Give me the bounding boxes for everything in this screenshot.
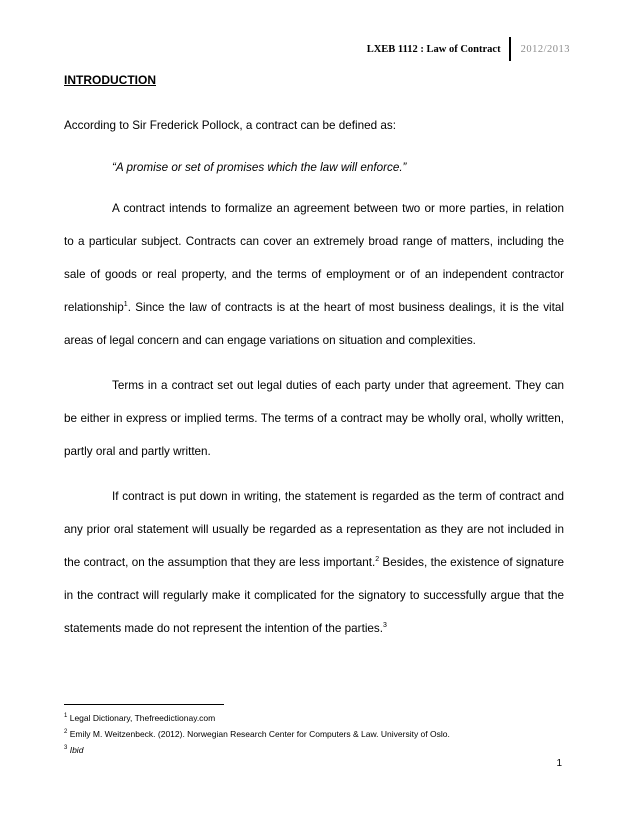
footnote-ref-3[interactable]: 3: [383, 622, 387, 630]
paragraph-1-text-a: A contract intends to formalize an agreement between two or more parties, in relation to a particular subject. Contracts can cover an extremely broad range of matters, including the sale of goods or real property, and the terms of employment or of an independent contractor relationship: [64, 202, 564, 314]
footnote-ref-2[interactable]: 2: [375, 556, 380, 564]
footnote-2-text: Emily M. Weitzenbeck. (2012). Norwegian Research Center for Computers & Law. University of Oslo.: [69, 729, 450, 739]
document-body: [64, 73, 564, 645]
paragraph-3-text-a: If contract is put down in writing, the statement is regarded as the term of contract and any prior oral statement will usually be regarded as a representation as they are not included in the contract, on the assumption that they are less important.: [64, 490, 564, 569]
footnotes: [64, 710, 450, 758]
footnote-1-number: 1: [64, 713, 68, 720]
paragraph-3-text-b: Besides, the existence of signature in the contract will regularly make it complicated for the signatory to successfully argue that the statements made do not represent the intention of the parties.: [64, 556, 564, 635]
page-number: 1: [556, 758, 562, 769]
header-course: LXEB 1112 : Law of Contract: [366, 43, 501, 55]
footnote-2: [64, 726, 450, 742]
paragraph-1: [64, 192, 564, 357]
footnote-2-number: 2: [64, 729, 68, 736]
footnote-ref-1[interactable]: 1: [123, 301, 128, 309]
footnote-3-text: Ibid: [69, 745, 84, 755]
definition-quote: “A promise or set of promises which the law will enforce.”: [112, 161, 407, 174]
header-year: 2012/2013: [520, 43, 570, 55]
footnote-1: [64, 710, 450, 726]
footnote-3-number: 3: [64, 745, 68, 752]
paragraph-2: [64, 369, 564, 468]
footnote-separator: [64, 704, 224, 705]
footnote-1-text: Legal Dictionary, Thefreedictionay.com: [69, 713, 216, 723]
footnote-3: [64, 742, 450, 758]
paragraph-1-text-b: . Since the law of contracts is at the heart of most business dealings, it is the vital areas of legal concern and can engage variations on situation and complexities.: [64, 301, 564, 347]
paragraph-3: [64, 480, 564, 645]
intro-sentence: According to Sir Frederick Pollock, a contract can be defined as:: [64, 119, 396, 132]
section-heading: INTRODUCTION: [64, 73, 156, 87]
paragraph-2-text: Terms in a contract set out legal duties of each party under that agreement. They can be either in express or implied terms. The terms of a contract may be wholly oral, wholly written, partly oral and partly written.: [64, 379, 564, 458]
running-header: [367, 38, 570, 60]
